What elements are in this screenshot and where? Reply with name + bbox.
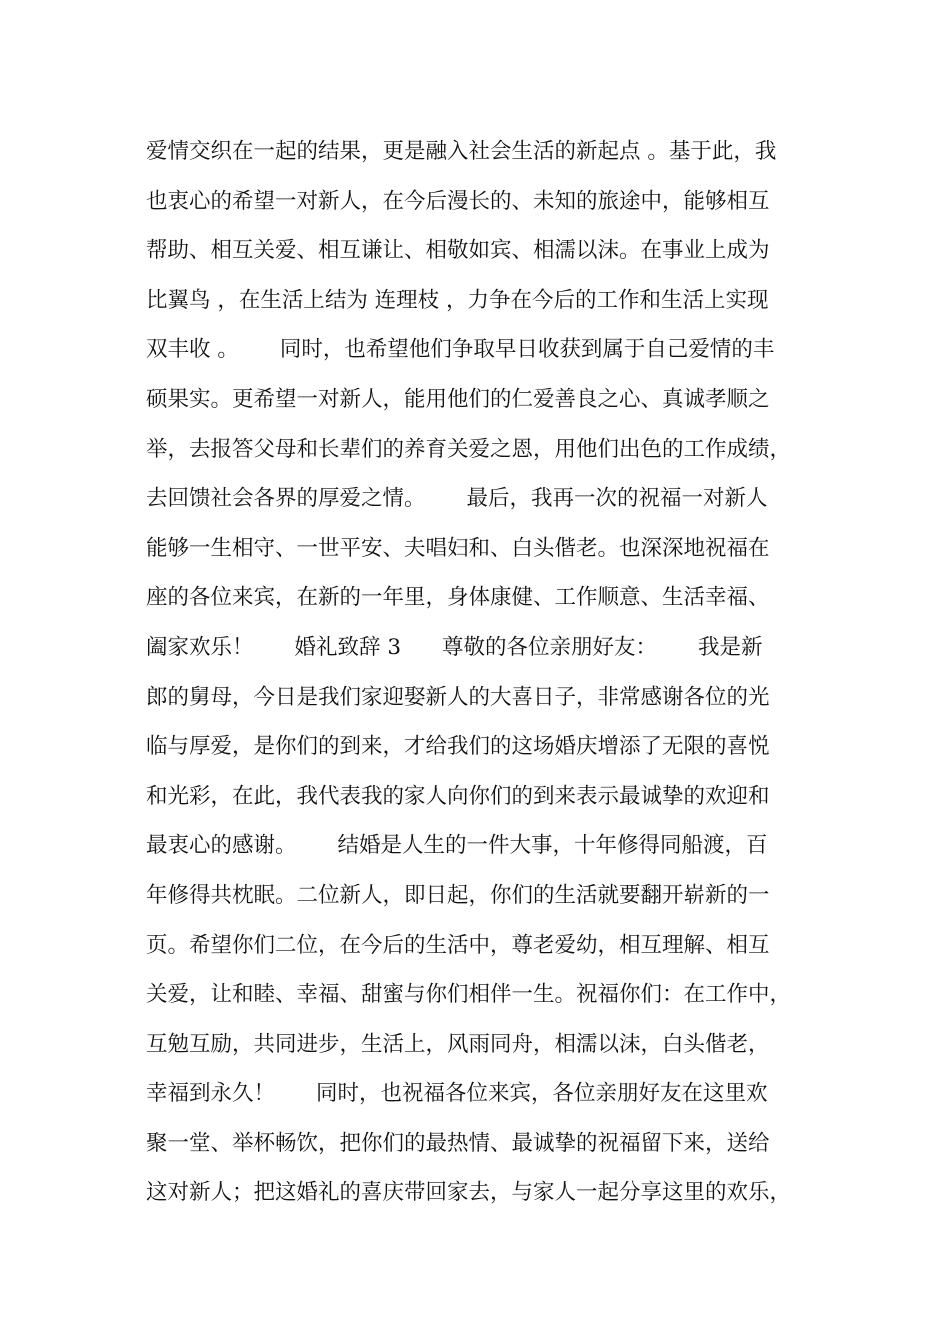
text-line: 这对新人；把这婚礼的喜庆带回家去，与家人一起分享这里的欢乐， xyxy=(146,1180,792,1206)
text-line: 爱情交织在一起的结果，更是融入社会生活的新起点 。基于此，我 xyxy=(146,139,777,164)
body-text xyxy=(146,134,826,1225)
text-line: 举，去报答父母和长辈们的养育关爱之恩，用他们出色的工作成绩， xyxy=(146,436,792,462)
text-line: 硕果实。更希望一对新人，能用他们的仁爱善良之心、真诚孝顺之 xyxy=(146,386,770,412)
text-line: 阖家欢乐！ 婚礼致辞 3 尊敬的各位亲朋好友： 我是新 xyxy=(146,634,763,660)
text-line: 比翼鸟 ，在生活上结为 连理枝 ，力争在今后的工作和生活上实现 xyxy=(146,287,769,313)
text-line: 郎的舅母，今日是我们家迎娶新人的大喜日子，非常感谢各位的光 xyxy=(146,684,770,710)
text-line: 双丰收 。 同时，也希望他们争取早日收获到属于自己爱情的丰 xyxy=(146,337,775,363)
text-line: 能够一生相守、一世平安、夫唱妇和、白头偕老。也深深地祝福在 xyxy=(146,535,770,561)
text-line: 座的各位来宾，在新的一年里，身体康健、工作顺意、生活幸福、 xyxy=(146,585,770,611)
text-line: 幸福到永久！ 同时，也祝福各位来宾，各位亲朋好友在这里欢 xyxy=(146,1081,768,1107)
text-line: 去回馈社会各界的厚爱之情。 最后，我再一次的祝福一对新人 xyxy=(146,486,768,512)
text-line: 页。希望你们二位，在今后的生活中，尊老爱幼，相互理解、相互 xyxy=(146,932,770,958)
text-line: 年修得共枕眠。二位新人，即日起，你们的生活就要翻开崭新的一 xyxy=(146,882,770,908)
text-line: 临与厚爱，是你们的到来，才给我们的这场婚庆增添了无限的喜悦 xyxy=(146,734,770,760)
text-line: 聚一堂、举杯畅饮，把你们的最热情、最诚挚的祝福留下来，送给 xyxy=(146,1130,770,1156)
text-line: 帮助、相互关爱、相互谦让、相敬如宾、相濡以沫。在事业上成为 xyxy=(146,238,770,264)
text-line: 最衷心的感谢。 结婚是人生的一件大事，十年修得同船渡，百 xyxy=(146,833,768,859)
text-line: 和光彩，在此，我代表我的家人向你们的到来表示最诚挚的欢迎和 xyxy=(146,783,770,809)
text-line: 互勉互励，共同进步，生活上，风雨同舟，相濡以沫，白头偕老， xyxy=(146,1031,770,1057)
text-line: 也衷心的希望一对新人，在今后漫长的、未知的旅途中，能够相互 xyxy=(146,188,770,214)
text-line: 关爱，让和睦、幸福、甜蜜与你们相伴一生。祝福你们：在工作中， xyxy=(146,982,792,1008)
